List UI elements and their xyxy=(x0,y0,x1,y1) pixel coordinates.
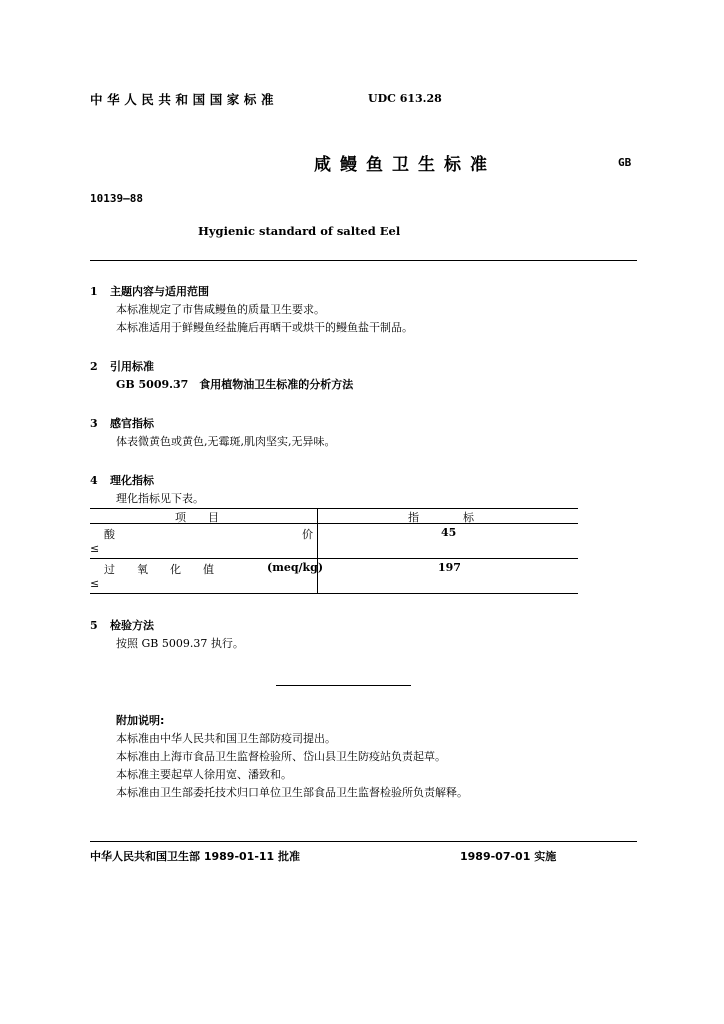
section-2-heading: 引用标准 xyxy=(110,360,154,373)
section-1-title xyxy=(90,283,209,299)
table-row-2-value: 197 xyxy=(438,561,461,574)
section-4-number: 4 xyxy=(90,474,98,487)
physicochemical-table xyxy=(90,508,578,594)
table-column-divider xyxy=(317,508,318,594)
table-row-1-value: 45 xyxy=(441,526,457,539)
table-rule-header xyxy=(90,523,578,524)
section-3-line-1: 体表微黄色或黄色,无霉斑,肌肉坚实,无异味。 xyxy=(116,435,336,448)
table-rule-top xyxy=(90,508,578,509)
notes-line-4: 本标准由卫生部委托技术归口单位卫生部食品卫生监督检验所负责解释。 xyxy=(116,786,468,799)
standard-org-header: 中华人民共和国国家标准 xyxy=(90,92,279,107)
table-row-1-item: 酸 xyxy=(104,528,115,541)
notes-line-1: 本标准由中华人民共和国卫生部防疫司提出。 xyxy=(116,732,336,745)
section-1-heading: 主题内容与适用范围 xyxy=(110,285,209,298)
section-4-line-1: 理化指标见下表。 xyxy=(116,492,204,505)
section-3-number: 3 xyxy=(90,417,98,430)
notes-line-2: 本标准由上海市食品卫生监督检验所、岱山县卫生防疫站负责起草。 xyxy=(116,750,446,763)
section-1-line-1: 本标准规定了市售咸鳗鱼的质量卫生要求。 xyxy=(116,303,325,316)
effective-date: 1989-07-01 实施 xyxy=(460,850,557,863)
table-row-1-item-end: 价 xyxy=(302,528,313,541)
table-header-value: 指 标 xyxy=(408,511,474,524)
gb-label: GB xyxy=(618,156,632,169)
table-row-1-le: ≤ xyxy=(90,542,100,555)
udc-code: UDC 613.28 xyxy=(368,92,442,105)
table-header-item: 项 目 xyxy=(175,511,219,524)
table-row-2-le: ≤ xyxy=(90,577,100,590)
section-3-heading: 感官指标 xyxy=(110,417,154,430)
title-english: Hygienic standard of salted Eel xyxy=(198,224,401,238)
gb-number: 10139—88 xyxy=(90,192,143,205)
table-row-2-item: 过 氧 化 值 xyxy=(104,563,214,576)
section-5-heading: 检验方法 xyxy=(110,619,154,632)
section-2-line-1: GB 5009.37 食用植物油卫生标准的分析方法 xyxy=(116,378,354,391)
section-4-title xyxy=(90,472,154,488)
section-1-line-2: 本标准适用于鲜鳗鱼经盐腌后再晒干或烘干的鳗鱼盐干制品。 xyxy=(116,321,413,334)
notes-title: 附加说明: xyxy=(116,714,165,727)
section-3-title xyxy=(90,415,154,431)
approval-date: 中华人民共和国卫生部 1989-01-11 批准 xyxy=(90,850,301,863)
top-divider xyxy=(90,260,637,261)
section-2-number: 2 xyxy=(90,360,98,373)
section-4-heading: 理化指标 xyxy=(110,474,154,487)
notes-line-3: 本标准主要起草人徐用宽、潘致和。 xyxy=(116,768,292,781)
section-5-title xyxy=(90,617,154,633)
section-2-title xyxy=(90,358,154,374)
end-divider xyxy=(276,685,411,686)
table-rule-bottom xyxy=(90,593,578,594)
footer-divider xyxy=(90,841,637,842)
section-1-number: 1 xyxy=(90,285,98,298)
table-rule-row xyxy=(90,558,578,559)
section-5-line-1: 按照 GB 5009.37 执行。 xyxy=(116,637,244,650)
page-title: 咸鳗鱼卫生标准 xyxy=(314,155,496,175)
section-5-number: 5 xyxy=(90,619,98,632)
table-row-2-unit: (meq/kg) xyxy=(267,561,324,574)
